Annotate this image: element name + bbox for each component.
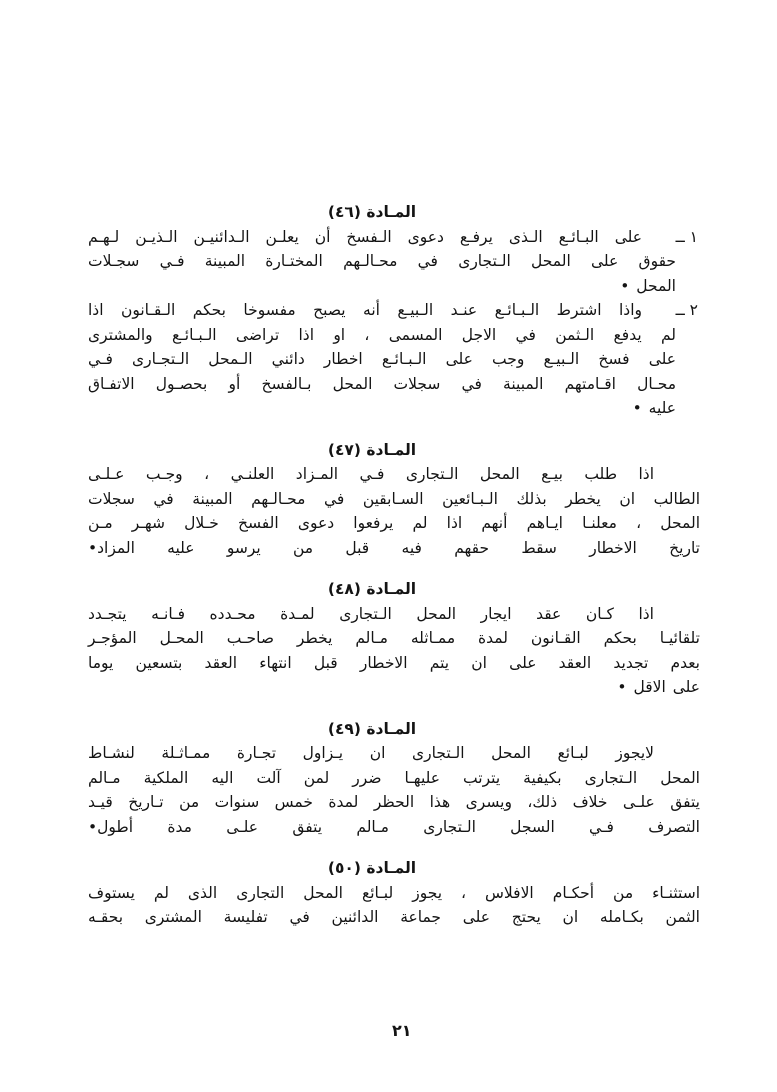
- document-body: [88, 200, 700, 930]
- article-heading: المـادة (٤٨): [327, 580, 417, 598]
- article-heading: المـادة (٤٧): [327, 440, 417, 459]
- numbered-clause: [88, 298, 700, 421]
- text-line: حقوق على المحل الـتجارى في محـالـهم المختـارة المبينة فـي سجـلات: [88, 252, 676, 270]
- text-line: لم يدفع الـثمن في الاجل المسمى ، او اذا تراضى الـبـائـع والمشترى: [88, 325, 676, 344]
- article-heading: المـادة (٤٦): [327, 203, 417, 221]
- numbered-clause: [88, 225, 700, 299]
- text-line: اذا كـان عقد ايجار المحل الـتجارى لمـدة محـدده فـانـه يتجـدد: [88, 604, 654, 623]
- clause-number: ١ ــ: [675, 227, 698, 246]
- text-line: استثنـاء من أحكـام الافلاس ، يجوز لبـائع المحل التجارى الذى لم يستوف: [88, 883, 700, 902]
- text-line: المحل •: [620, 276, 676, 295]
- clause-number: ٢ ــ: [675, 301, 698, 319]
- text-line: المحل الـتجارى بكيفية يترتب عليهـا ضرر لمن آلت اليه الملكية مـالم: [88, 768, 700, 787]
- article-section: [88, 200, 700, 421]
- text-line: اذا طلب بيـع المحل الـتجارى فـي المـزاد العلنـي ، وجـب عـلـى: [88, 465, 654, 483]
- page-number: ٢١: [392, 1021, 412, 1040]
- text-line: الطالب ان يخطر بذلك الـبـائعين السـابقين في محـالـهم المبينة في سجلات: [88, 489, 700, 508]
- text-line: التصرف فـي السجل الـتجارى مـالم يتفق علـى مدة أطول•: [88, 817, 700, 836]
- paragraph: [88, 881, 700, 930]
- text-line: على فسخ الـبيـع وجب على الـبـائـع اخطار دائني الـمحل الـتجـارى فـي: [88, 350, 676, 368]
- article-section: [88, 438, 700, 561]
- text-line: عليه •: [632, 399, 676, 417]
- text-line: بعدم تجديد العقد على ان يتم الاخطار قبل انتهاء العقد بتسعين يوما: [88, 653, 700, 672]
- text-line: محـال اقـامتهم المبينة في سجلات المحل بـالفسخ أو بحصـول الاتفـاق: [88, 374, 676, 393]
- article-heading: المـادة (٥٠): [327, 859, 417, 877]
- text-line: لايجوز لبـائع المحل الـتجارى ان يـزاول تجـارة ممـاثـلة لنشـاط: [88, 744, 654, 762]
- article-heading: المـادة (٤٩): [327, 719, 417, 738]
- text-line: يتفق علـى خلاف ذلك، ويسرى هذا الحظر لمدة خمس سنوات من تـاريخ قيـد: [88, 793, 700, 811]
- text-line: المحل ، معلنـا ايـاهم أنهم اذا لم يرفعوا دعوى الفسخ خـلال شهـر مـن: [88, 514, 700, 532]
- text-line: الثمن بكـامله ان يحتج على جماعة الدائنين في تفليسة المشترى بحقـه: [88, 908, 700, 926]
- article-section: [88, 856, 700, 930]
- text-line: على البـائـع الـذى يرفـع دعوى الـفسخ أن يعلـن الـدائنيـن الـذيـن لـهـم: [88, 227, 642, 246]
- text-line: على الاقل •: [617, 678, 700, 696]
- paragraph: [88, 462, 700, 560]
- text-line: واذا اشترط الـبـائـع عنـد الـبيـع أنه يصبح مفسوخا بحكم الـقـانون اذا: [88, 301, 642, 319]
- text-line: تلقائيـا بحكم القـانون لمدة ممـاثله مـالم يخطر صاحـب المحـل المؤجـر: [88, 629, 700, 647]
- text-line: تاريخ الاخطار سقط حقهم فيه قبل من يرسو عليه المزاد•: [88, 538, 700, 557]
- article-section: [88, 717, 700, 840]
- paragraph: [88, 741, 700, 839]
- paragraph: [88, 602, 700, 700]
- article-section: [88, 577, 700, 700]
